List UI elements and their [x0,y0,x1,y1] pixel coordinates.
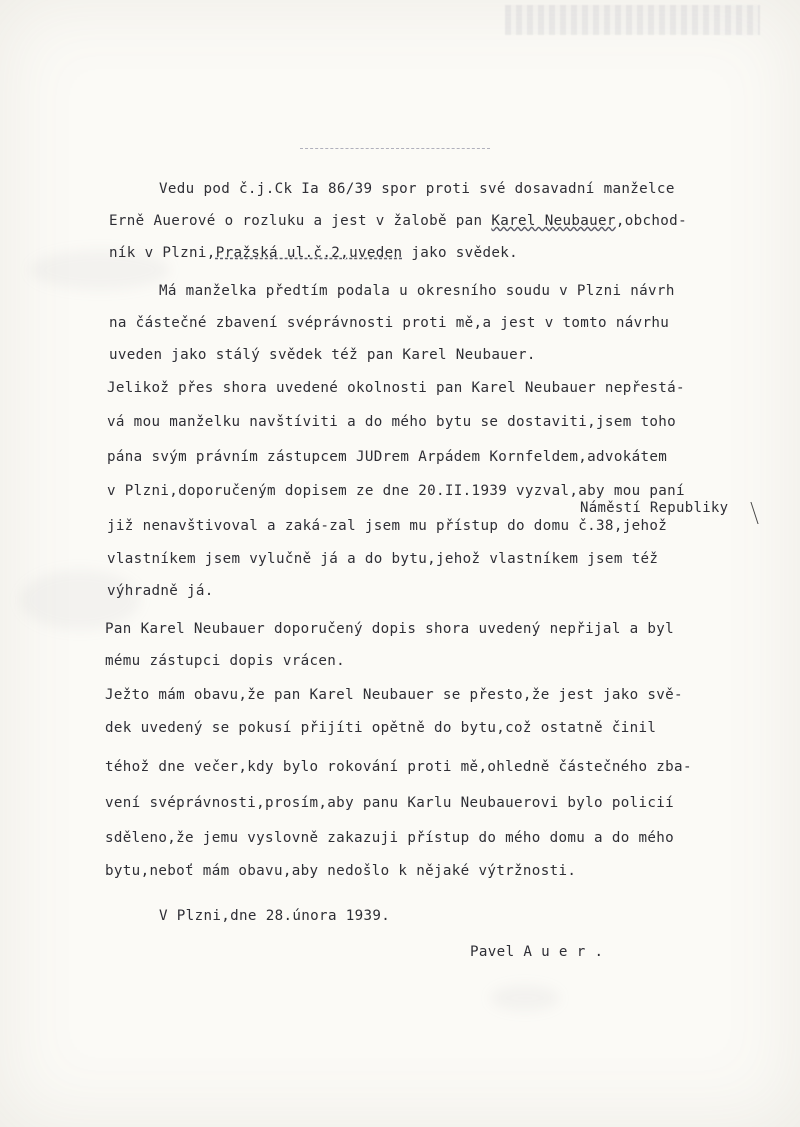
text-line-10: v Plzni,doporučeným dopisem ze dne 20.II.1939 vyzval,aby mou paní [107,483,685,499]
text-line-13: výhradně já. [107,583,214,599]
underlined-address: Pražská ul.č.2,uveden [215,245,403,261]
text-line-3-part-a: ník v Plzni, [109,245,216,261]
text-line-1: Vedu pod č.j.Ck Ia 86/39 spor proti své dosavadní manželce [159,181,675,197]
text-line-16: Ježto mám obavu,že pan Karel Neubauer se přesto,že jest jako svě- [105,687,683,703]
underlined-name: Karel Neubauer [491,213,616,229]
text-line-20: sděleno,že jemu vyslovně zakazuji přístup do mého domu a do mého [105,830,675,846]
text-line-12: vlastníkem jsem vylučně já a do bytu,jehož vlastníkem jsem též [107,551,659,567]
text-line-17: dek uvedený se pokusí přijíti opětně do bytu,což ostatně činil [105,720,657,736]
text-line-6: uveden jako stálý svědek též pan Karel Neubauer. [109,347,536,363]
text-line-14: Pan Karel Neubauer doporučený dopis shora uvedený nepřijal a byl [105,621,675,637]
text-line-2-part-b: ,obchod- [615,213,687,229]
text-line-8: vá mou manželku navštíviti a do mého bytu se dostaviti,jsem toho [107,414,677,430]
place-and-date: V Plzni,dne 28.února 1939. [159,908,391,924]
text-line-5: na částečné zbavení svéprávnosti proti mě,a jest v tomto návrhu [109,315,670,331]
faded-dashed-rule [300,148,490,149]
text-line-18: téhož dne večer,kdy bylo rokování proti mě,ohledně částečného zba- [105,759,692,775]
text-line-7: Jelikož přes shora uvedené okolnosti pan Karel Neubauer nepřestá- [107,380,685,396]
text-line-4: Má manželka předtím podala u okresního soudu v Plzni návrh [159,283,675,299]
signature-line: Pavel A u e r . [470,944,604,960]
text-line-15: mému zástupci dopis vrácen. [105,653,346,669]
insertion-mark [734,502,758,524]
faded-stamp [505,5,760,35]
text-line-2-part-a: Erně Auerové o rozluku a jest v žalobě pan [109,213,492,229]
text-line-9: pána svým právním zástupcem JUDrem Arpádem Kornfeldem,advokátem [107,449,668,465]
text-line-21: bytu,neboť mám obavu,aby nedošlo k nějaké výtržnosti. [105,863,577,879]
text-line-19: vení svéprávnosti,prosím,aby panu Karlu Neubauerovi bylo policií [105,795,675,811]
text-line-3 [0,244,518,262]
text-line-2 [0,212,687,230]
bleed-through-mark [490,985,560,1011]
text-line-11: již nenavštivoval a zaká-zal jsem mu přístup do domu č.38,jehož [107,518,668,534]
handwritten-insertion: Náměstí Republiky [580,500,729,516]
text-line-3-part-b: jako svědek. [402,245,519,261]
